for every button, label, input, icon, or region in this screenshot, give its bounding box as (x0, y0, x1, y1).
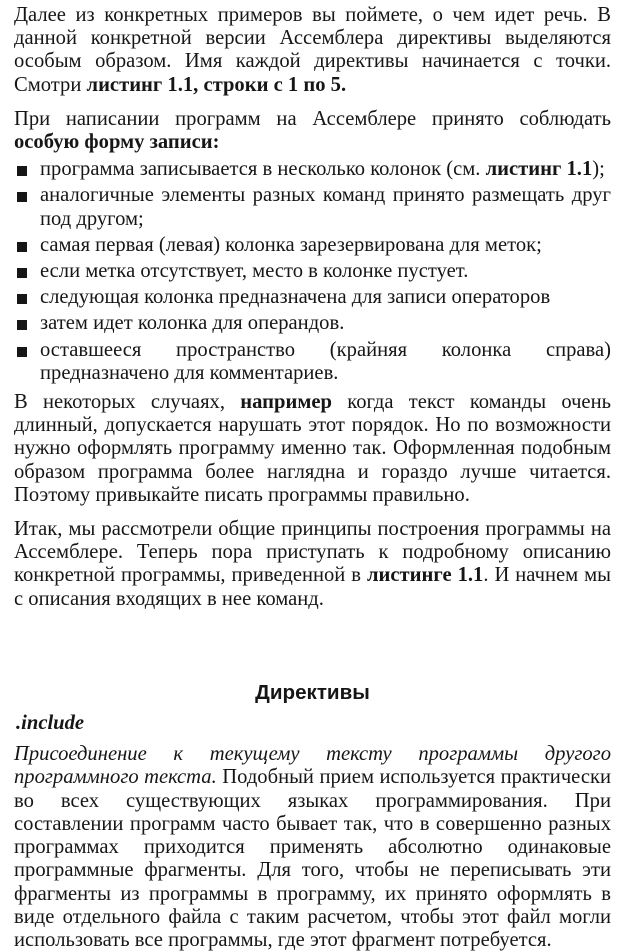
square-bullet-icon (17, 320, 27, 330)
listing-reference: листинг 1.1, строки с 1 по 5. (86, 73, 347, 96)
list-item (14, 184, 611, 230)
list-item-text: оставшееся пространство (крайняя колонка справа) предназначено для комментариев. (40, 338, 611, 384)
list-item-text: аналогичные элементы разных команд принято размещать друг под другом; (40, 184, 611, 230)
list-item-tail: ); (592, 158, 605, 181)
square-bullet-icon (17, 347, 27, 357)
directive-name: .include (16, 712, 85, 735)
square-bullet-icon (17, 242, 27, 252)
square-bullet-icon (17, 166, 27, 176)
section-heading: Директивы (255, 680, 370, 704)
paragraph-text: когда текст команды очень длинный, допускается нарушать этот порядок. Но по возможности нужно оформлять программу именно так. Оформленная подобным образом программа более наглядна и гораздо лучше читается. Поэтому привыкайте писать программы правильно. (14, 391, 611, 506)
list-item-text: следующая колонка предназначена для записи операторов (40, 286, 551, 309)
list-item (14, 312, 611, 335)
listing-reference: листинг 1.1 (485, 158, 593, 181)
list-item (14, 339, 611, 385)
paragraph-text: Далее из конкретных примеров вы поймете, о чем идет речь. В данной конкретной версии Ассемблера директивы выделяются особым образом. Имя каждой директивы начинается с точки. Смотри (14, 4, 611, 96)
square-bullet-icon (17, 192, 27, 202)
list-item (14, 286, 611, 309)
paragraph-text: Подобный прием используется практически во всех существующих языках программирования. При составлении программ часто бывает так, что в совершенно разных программах приходится применять абсолютно одинаковые программные фрагменты. Для того, чтобы не переписывать эти фрагменты из программы в программу, их принято оформлять в виде отдельного файла с таким расчетом, чтобы этот файл могли использовать все программы, где этот фрагмент потребуется. (14, 766, 611, 951)
square-bullet-icon (17, 294, 27, 304)
format-rules-list (14, 158, 611, 385)
paragraph-text: Итак, мы рассмотрели общие принципы построения программы на Ассемблере. Теперь пора приступать к подробному описанию конкретной программы, приведенной в (14, 518, 611, 587)
list-item (14, 234, 611, 257)
paragraph-format-intro (14, 108, 611, 154)
paragraph-include-description (14, 743, 611, 952)
paragraph-text: При написании программ на Ассемблере принято соблюдать (14, 107, 611, 130)
square-bullet-icon (17, 268, 27, 278)
paragraph-exceptions (14, 391, 611, 507)
italic-definition: Присоединение к текущему тексту программы другого программного текста. (14, 743, 611, 789)
paragraph-summary (14, 518, 611, 611)
list-item-text: программа записывается в несколько колонок (см. (40, 158, 486, 181)
paragraph-text: . И начнем мы с описания входящих в нее команд. (14, 564, 611, 610)
emphasis-text: например (240, 391, 332, 414)
emphasis-text: особую форму записи: (14, 131, 220, 154)
list-item-text: самая первая (левая) колонка зарезервирована для меток; (40, 233, 542, 256)
paragraph-directives-intro (14, 4, 611, 97)
paragraph-text: В некоторых случаях, (14, 391, 241, 414)
list-item-text: если метка отсутствует, место в колонке пустует. (40, 260, 469, 283)
list-item-text: затем идет колонка для операндов. (40, 312, 345, 335)
list-item (14, 260, 611, 283)
listing-reference: листинге 1.1 (366, 564, 484, 587)
list-item (14, 158, 611, 181)
